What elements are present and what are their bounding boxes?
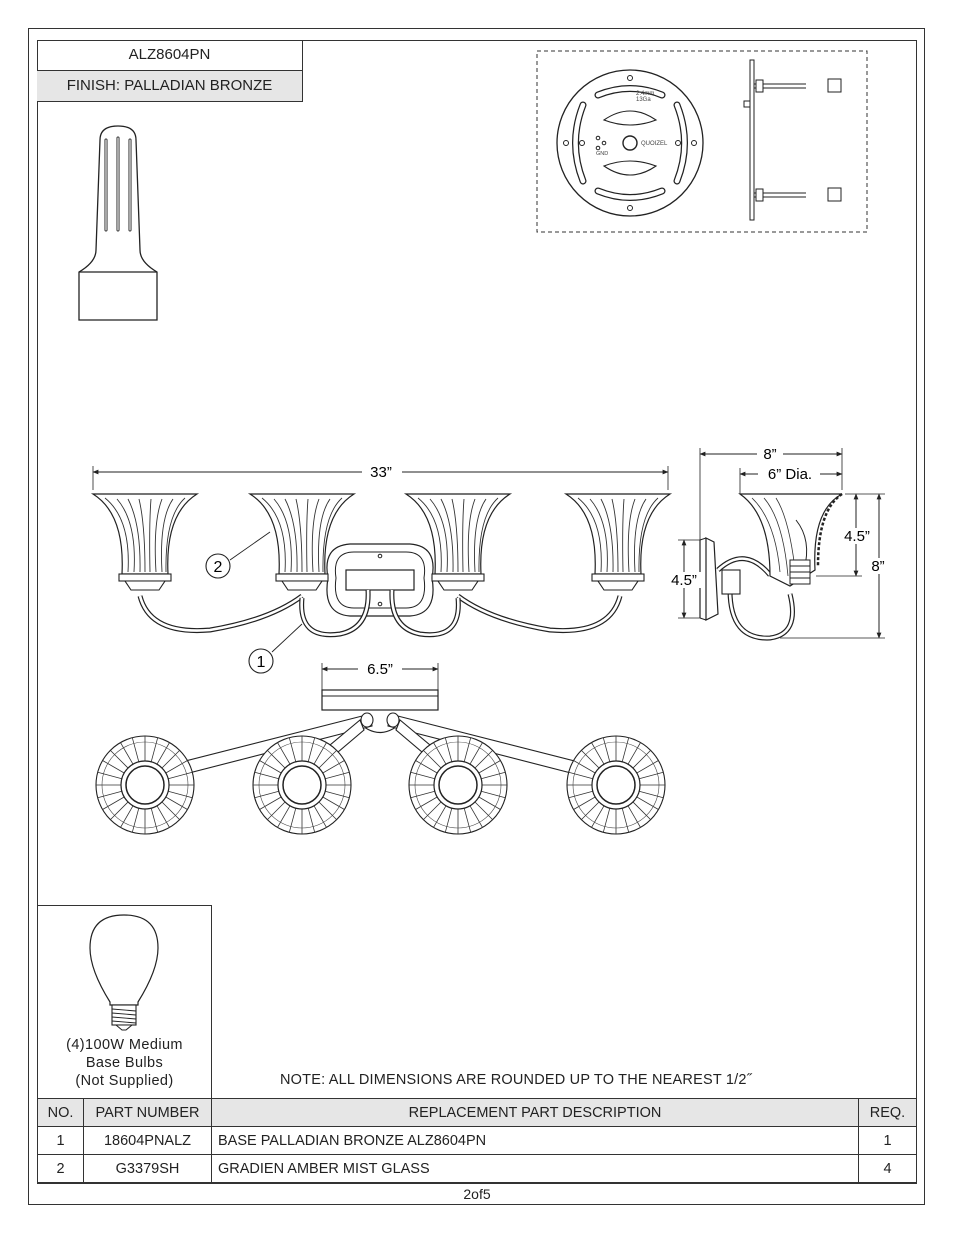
dimension-note: NOTE: ALL DIMENSIONS ARE ROUNDED UP TO THE NEAREST 1/2˝ <box>280 1072 752 1088</box>
shade-diameter-dimension: 6” Dia. <box>767 466 813 483</box>
model-number: ALZ8604PN <box>37 40 302 71</box>
callout-glass: 2 <box>213 559 223 576</box>
header-part-number: PART NUMBER <box>84 1099 212 1127</box>
bottom-view <box>96 660 665 834</box>
plate-gauge-label: 13Ga <box>636 97 651 103</box>
front-view <box>93 464 670 673</box>
overall-width-dimension: 33” <box>370 464 392 481</box>
header-description: REPLACEMENT PART DESCRIPTION <box>212 1099 859 1127</box>
overall-height-dimension: 8” <box>871 558 885 575</box>
bulb-spec <box>37 1036 212 1090</box>
plate-thickness-label: 2.4mm <box>636 91 655 97</box>
header-req: REQ. <box>859 1099 917 1127</box>
header-no: NO. <box>38 1099 84 1127</box>
parts-table-header <box>38 1099 917 1127</box>
canopy-width-dimension: 6.5” <box>367 661 393 678</box>
parts-table <box>37 1098 917 1184</box>
bulb-spec-line2: Base Bulbs <box>85 1055 164 1071</box>
row-part-number: 18604PNALZ <box>84 1127 212 1155</box>
row-description: GRADIEN AMBER MIST GLASS <box>212 1155 859 1184</box>
row-part-number: G3379SH <box>84 1155 212 1184</box>
bulb-info-box <box>37 905 212 1098</box>
table-row <box>38 1127 917 1155</box>
plate-brand-label: QUOIZEL <box>641 141 668 147</box>
finish-label: FINISH: PALLADIAN BRONZE <box>37 71 302 101</box>
page-number: 2of5 <box>463 1186 491 1202</box>
plate-ground-label: GND <box>596 151 609 157</box>
bulb-spec-line1: (4)100W Medium <box>66 1037 183 1053</box>
side-view <box>664 446 890 638</box>
mounting-plate-detail <box>537 51 867 232</box>
wire-connector-illustration <box>79 126 157 320</box>
callout-base: 1 <box>256 654 266 671</box>
bulb-spec-line3: (Not Supplied) <box>75 1073 174 1089</box>
row-req: 1 <box>859 1127 917 1155</box>
depth-dimension: 8” <box>763 446 777 463</box>
row-req: 4 <box>859 1155 917 1184</box>
row-no: 1 <box>38 1127 84 1155</box>
row-description: BASE PALLADIAN BRONZE ALZ8604PN <box>212 1127 859 1155</box>
backplate-height-dimension: 4.5” <box>671 572 697 589</box>
table-row <box>38 1155 917 1184</box>
row-no: 2 <box>38 1155 84 1184</box>
shade-height-dimension: 4.5” <box>844 528 870 545</box>
